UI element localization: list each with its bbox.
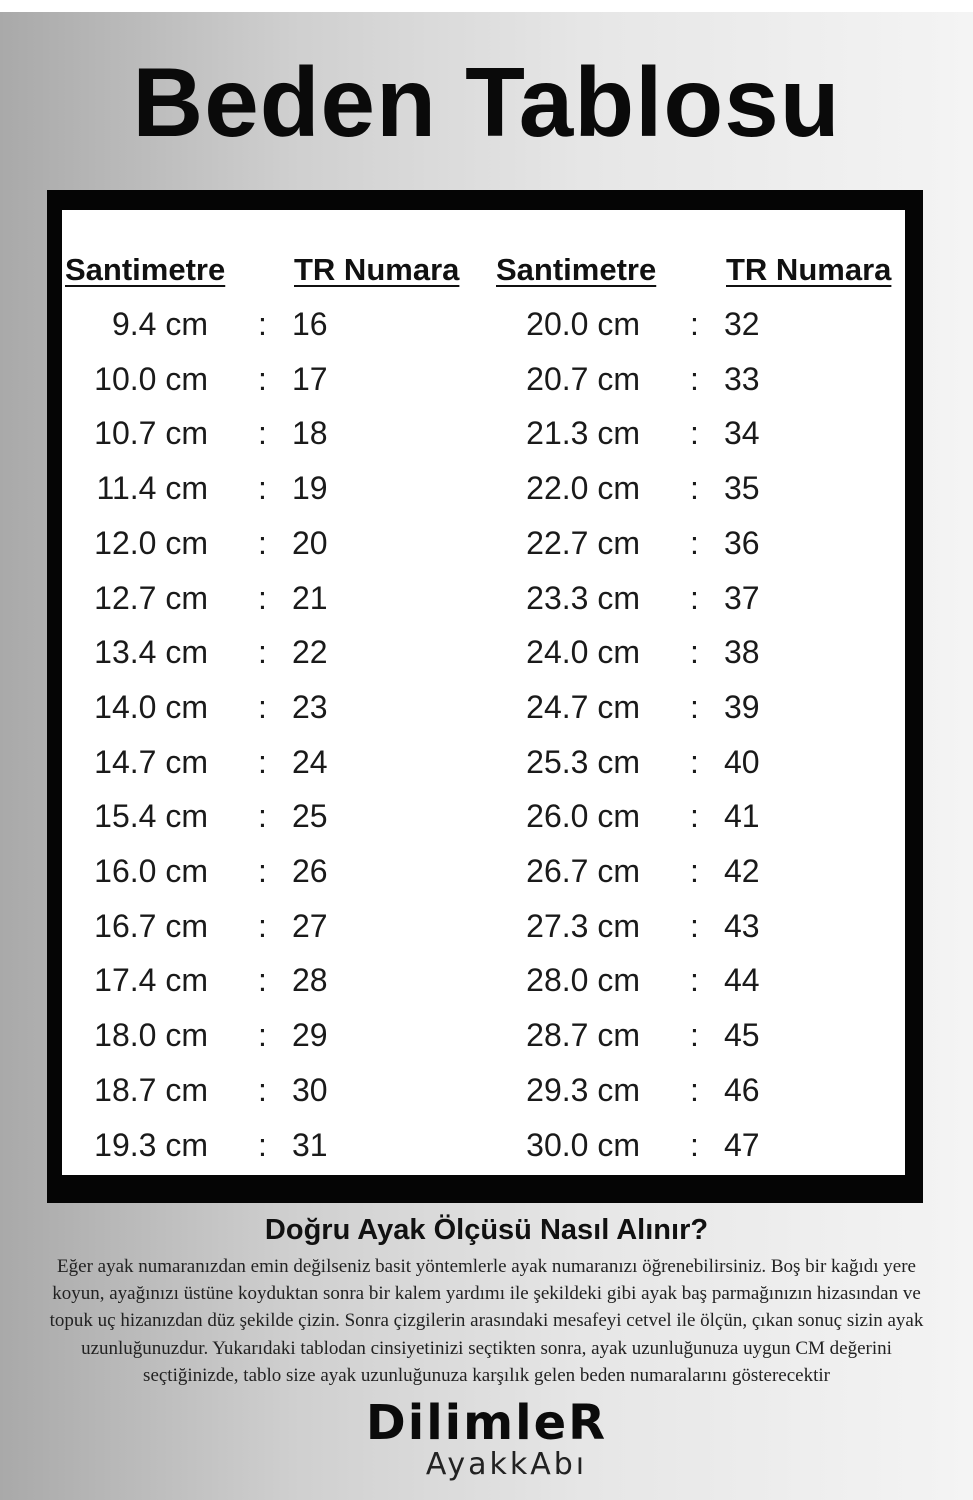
table-row: [62, 1125, 905, 1165]
separator-colon: :: [258, 1071, 267, 1108]
cm-value-right: 20.0 cm: [526, 306, 640, 342]
tr-size-left: 17: [292, 360, 328, 397]
table-row: [62, 742, 905, 782]
tr-size-left: 23: [292, 688, 328, 725]
tr-size-left: 16: [292, 306, 328, 342]
table-row: [62, 304, 905, 344]
howto-line: uzunluğunuzdur. Yukarıdaki tablodan cinsiyetinizi seçtikten sonra, ayak uzunluğunuza uygun CM değerini: [81, 1337, 892, 1359]
separator-colon: :: [690, 743, 699, 780]
separator-colon: :: [258, 470, 267, 507]
cm-value-left: 10.7 cm: [94, 415, 208, 452]
tr-size-right: 42: [724, 853, 760, 889]
cm-value-left: 12.0 cm: [94, 524, 208, 561]
tr-size-left: 22: [292, 634, 328, 671]
separator-colon: :: [258, 415, 267, 452]
tr-size-right: 45: [724, 1017, 760, 1054]
howto-line: topuk uç hizanızdan düz şekilde çizin. Sonra çizgilerin arasındaki mesafeyi cetvel ile ölçün, çıkan sonuç sizin ayak: [49, 1310, 924, 1332]
tr-size-left: 25: [292, 798, 328, 835]
separator-colon: :: [690, 1017, 699, 1054]
tr-size-right: 47: [724, 1126, 760, 1163]
cm-value-left: 17.4 cm: [94, 962, 208, 999]
separator-colon: :: [690, 470, 699, 507]
cm-value-right: 24.0 cm: [526, 634, 640, 671]
cm-value-left: 19.3 cm: [94, 1126, 208, 1163]
table-row: [62, 960, 905, 1000]
separator-colon: :: [258, 853, 267, 889]
separator-colon: :: [258, 962, 267, 999]
table-row: [62, 523, 905, 563]
tr-size-right: 35: [724, 470, 760, 507]
tr-size-right: 34: [724, 415, 760, 452]
tr-size-left: 31: [292, 1126, 328, 1163]
table-row: [62, 796, 905, 836]
brand-logo: DilimleR: [365, 1395, 608, 1451]
cm-value-right: 20.7 cm: [526, 360, 640, 397]
howto-title: Doğru Ayak Ölçüsü Nasıl Alınır?: [264, 1214, 709, 1246]
cm-value-right: 21.3 cm: [526, 415, 640, 452]
howto-paragraph: [12, 1253, 961, 1389]
separator-colon: :: [690, 962, 699, 999]
tr-size-right: 36: [724, 524, 760, 561]
tr-size-right: 44: [724, 962, 760, 999]
separator-colon: :: [690, 579, 699, 616]
tr-size-right: 40: [724, 743, 760, 780]
tr-size-left: 27: [292, 907, 328, 944]
header-santimetre-left: Santimetre: [65, 252, 226, 287]
separator-colon: :: [258, 579, 267, 616]
tr-size-right: 39: [724, 688, 760, 725]
tr-size-right: 43: [724, 907, 760, 944]
tr-size-right: 41: [724, 798, 760, 835]
separator-colon: :: [258, 360, 267, 397]
header-tr-numara-left: TR Numara: [294, 252, 460, 287]
cm-value-left: 10.0 cm: [94, 360, 208, 397]
tr-size-right: 38: [724, 634, 760, 671]
page-title: Beden Tablosu: [132, 47, 841, 157]
howto-line: koyun, ayağınızı üstüne koyduktan sonra bir kalem yardımı ile şekildeki gibi ayak baş parmağınızın hizasından ve: [52, 1283, 921, 1305]
separator-colon: :: [258, 1126, 267, 1163]
header-santimetre-right: Santimetre: [496, 252, 657, 287]
separator-colon: :: [690, 1071, 699, 1108]
cm-value-right: 26.0 cm: [526, 798, 640, 835]
separator-colon: :: [690, 853, 699, 889]
tr-size-left: 24: [292, 743, 328, 780]
table-row: [62, 359, 905, 399]
separator-colon: :: [258, 688, 267, 725]
tr-size-right: 33: [724, 360, 760, 397]
separator-colon: :: [690, 634, 699, 671]
separator-colon: :: [690, 524, 699, 561]
tr-size-left: 28: [292, 962, 328, 999]
tr-size-left: 19: [292, 470, 328, 507]
separator-colon: :: [258, 306, 267, 342]
howto-line: Eğer ayak numaranızdan emin değilseniz basit yöntemlerle ayak numaranızı öğrenebilirsiniz. Boş bir kağıdı yere: [57, 1256, 916, 1277]
howto-line: seçtiğinizde, tablo size ayak uzunluğunuza karşılık gelen beden numaralarını gösterecektir: [143, 1364, 830, 1386]
cm-value-right: 29.3 cm: [526, 1071, 640, 1108]
cm-value-right: 27.3 cm: [526, 907, 640, 944]
tr-size-right: 46: [724, 1071, 760, 1108]
cm-value-right: 25.3 cm: [526, 743, 640, 780]
cm-value-right: 26.7 cm: [526, 853, 640, 889]
cm-value-left: 14.0 cm: [94, 688, 208, 725]
separator-colon: :: [690, 907, 699, 944]
separator-colon: :: [690, 360, 699, 397]
table-row: [62, 632, 905, 672]
cm-value-left: 14.7 cm: [94, 743, 208, 780]
table-row: [62, 851, 905, 891]
cm-value-right: 28.7 cm: [526, 1017, 640, 1054]
table-row: [62, 1070, 905, 1110]
separator-colon: :: [690, 798, 699, 835]
header-tr-numara-right: TR Numara: [726, 252, 892, 287]
cm-value-right: 24.7 cm: [526, 688, 640, 725]
separator-colon: :: [690, 306, 699, 342]
cm-value-right: 28.0 cm: [526, 962, 640, 999]
tr-size-left: 30: [292, 1071, 328, 1108]
separator-colon: :: [690, 688, 699, 725]
separator-colon: :: [690, 1126, 699, 1163]
table-row: [62, 578, 905, 618]
separator-colon: :: [690, 415, 699, 452]
table-row: [62, 687, 905, 727]
cm-value-left: 16.7 cm: [94, 907, 208, 944]
tr-size-left: 26: [292, 853, 328, 889]
cm-value-left: 9.4 cm: [111, 306, 208, 342]
separator-colon: :: [258, 743, 267, 780]
tr-size-right: 37: [724, 579, 760, 616]
table-row: [62, 413, 905, 453]
table-row: [62, 1015, 905, 1055]
cm-value-left: 18.7 cm: [94, 1071, 208, 1108]
separator-colon: :: [258, 798, 267, 835]
cm-value-left: 18.0 cm: [94, 1017, 208, 1054]
tr-size-right: 32: [724, 306, 760, 342]
separator-colon: :: [258, 634, 267, 671]
table-row: [62, 468, 905, 508]
cm-value-left: 11.4 cm: [96, 470, 208, 507]
size-table: [62, 210, 905, 1175]
tr-size-left: 29: [292, 1017, 328, 1054]
separator-colon: :: [258, 907, 267, 944]
separator-colon: :: [258, 524, 267, 561]
cm-value-right: 30.0 cm: [526, 1126, 640, 1163]
cm-value-right: 22.7 cm: [526, 524, 640, 561]
size-table-frame: [47, 190, 923, 1203]
table-row: [62, 906, 905, 946]
cm-value-left: 12.7 cm: [94, 579, 208, 616]
tr-size-left: 20: [292, 524, 328, 561]
brand-logo-subtitle: AyakkAbı: [425, 1447, 588, 1482]
cm-value-left: 13.4 cm: [94, 634, 208, 671]
cm-value-left: 16.0 cm: [94, 853, 208, 889]
tr-size-left: 18: [292, 415, 328, 452]
separator-colon: :: [258, 1017, 267, 1054]
top-white-strip: [0, 0, 973, 12]
cm-value-right: 22.0 cm: [526, 470, 640, 507]
cm-value-left: 15.4 cm: [94, 798, 208, 835]
cm-value-right: 23.3 cm: [526, 579, 640, 616]
tr-size-left: 21: [292, 579, 328, 616]
